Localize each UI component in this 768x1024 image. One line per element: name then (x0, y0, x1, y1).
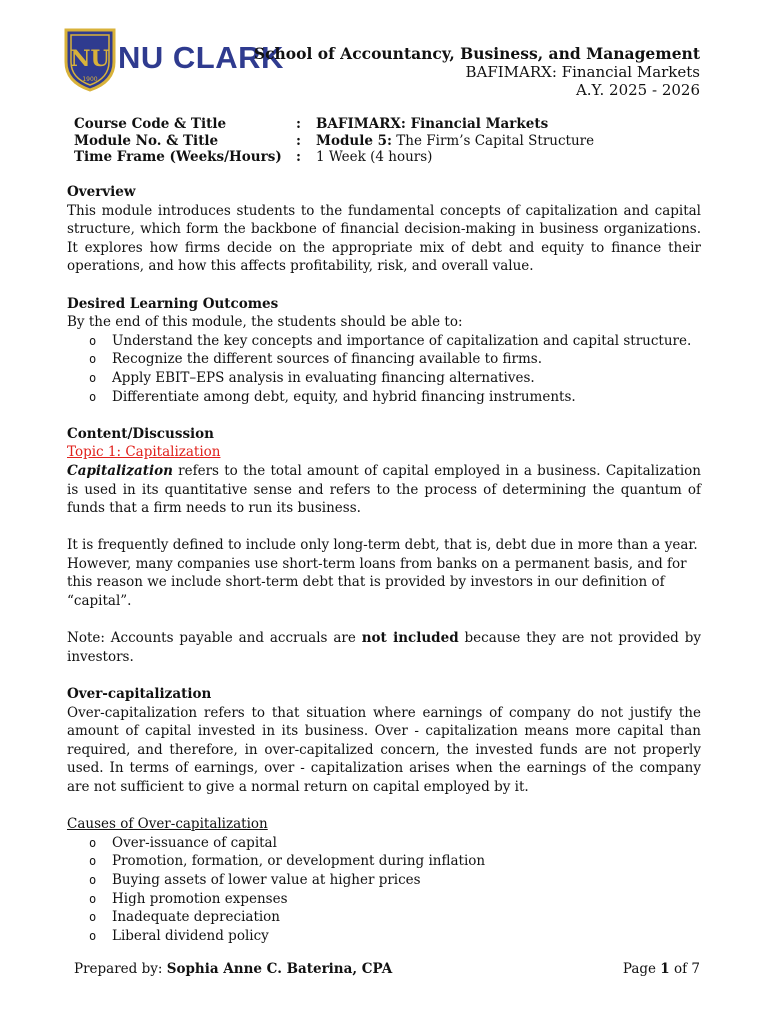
capitalization-term: Capitalization (67, 462, 173, 479)
list-item: o Promotion, formation, or development during inflation (89, 852, 701, 871)
preparer-name: Sophia Anne C. Baterina, CPA (166, 961, 393, 977)
document-body (67, 183, 701, 945)
meta-row (74, 133, 594, 150)
outcomes-heading: Desired Learning Outcomes (67, 295, 279, 312)
meta-row (74, 116, 594, 133)
meta-value-text: 1 Week (4 hours) (316, 149, 433, 165)
note-paragraph (67, 629, 701, 666)
meta-value-bold: BAFIMARX: Financial Markets (316, 116, 549, 132)
meta-key: Module No. & Title (74, 132, 219, 149)
meta-row (74, 149, 594, 166)
outcomes-intro: By the end of this module, the students should be able to: (67, 314, 463, 331)
list-item: o High promotion expenses (89, 890, 701, 909)
outcomes-list (67, 332, 701, 406)
course-meta-table (74, 116, 594, 166)
list-item: o Apply EBIT–EPS analysis in evaluating financing alternatives. (89, 369, 701, 388)
page-current: 1 (660, 961, 670, 977)
svg-text:1900: 1900 (82, 76, 98, 83)
causes-list (67, 834, 701, 946)
list-item: o Buying assets of lower value at higher prices (89, 871, 701, 890)
meta-colon: : (296, 132, 301, 149)
capitalization-paragraph (67, 462, 701, 518)
note-pre: Note: Accounts payable and accruals are (67, 630, 362, 647)
overview-heading: Overview (67, 184, 136, 200)
list-item: o Over-issuance of capital (89, 834, 701, 853)
document-header (254, 45, 700, 99)
capitalization-text: refers to the total amount of capital employed in a business. Capitalization is used in its quantitative sense and refers to the process of determining the quantum of funds that a firm needs to run its business. (67, 462, 701, 517)
list-item: o Inadequate depreciation (89, 908, 701, 927)
footer-prepared-by (74, 961, 392, 977)
academic-year: A.Y. 2025 - 2026 (575, 81, 700, 99)
meta-value (316, 149, 432, 166)
meta-colon: : (296, 116, 301, 132)
content-heading: Content/Discussion (67, 425, 214, 442)
note-bold: not included (361, 630, 459, 647)
meta-value (316, 133, 594, 150)
meta-key: Course Code & Title (74, 116, 227, 132)
meta-value-text: The Firm’s Capital Structure (392, 132, 595, 149)
list-item: o Liberal dividend policy (89, 927, 701, 946)
list-item: o Differentiate among debt, equity, and hybrid financing instruments. (89, 388, 701, 407)
meta-key: Time Frame (Weeks/Hours) (74, 149, 282, 165)
school-name: School of Accountancy, Business, and Management (253, 44, 700, 63)
brand-name: NU CLARK (118, 40, 284, 75)
causes-heading: Causes of Over-capitalization (67, 816, 268, 833)
meta-value (316, 116, 548, 133)
topic-title: Topic 1: Capitalization (67, 444, 221, 461)
overview-text: This module introduces students to the fundamental concepts of capitalization and capital structure, which form the backbone of financial decision-making in business organizations. It explores how firms decide on the appropriate mix of debt and equity to finance their operations, and how this affects profitability, risk, and overall value. (67, 202, 701, 275)
page-label: Page (622, 961, 661, 977)
list-item: o Understand the key concepts and importance of capitalization and capital structure. (89, 332, 701, 351)
definition-paragraph: It is frequently defined to include only long-term debt, that is, debt due in more than a year. However, many companies use short-term loans from banks on a permanent basis, and for this reason we include short-term debt that is provided by investors in our definition of “capital”. (67, 537, 698, 610)
prepared-label: Prepared by: (74, 961, 167, 977)
footer-page-number (623, 961, 700, 977)
page-total: of 7 (669, 961, 700, 977)
svg-text:NU: NU (70, 46, 110, 72)
list-item: o Recognize the different sources of financing available to firms. (89, 350, 701, 369)
seal-shield-icon (62, 26, 118, 92)
overcap-heading: Over-capitalization (67, 686, 212, 703)
course-name: BAFIMARX: Financial Markets (465, 63, 700, 81)
meta-value-bold: Module 5: (316, 132, 392, 149)
overcap-text: Over-capitalization refers to that situation where earnings of company do not justify the amount of capital invested in its business. Over - capitalization means more capital than required, and therefore, in over-capitalized concern, the invested funds are not properly used. In terms of earnings, over - capitalization arises when the earnings of the company are not sufficient to give a normal return on capital employed by it. (67, 704, 701, 795)
meta-colon: : (296, 149, 301, 165)
note-post: because they are not provided by investors. (67, 630, 701, 665)
